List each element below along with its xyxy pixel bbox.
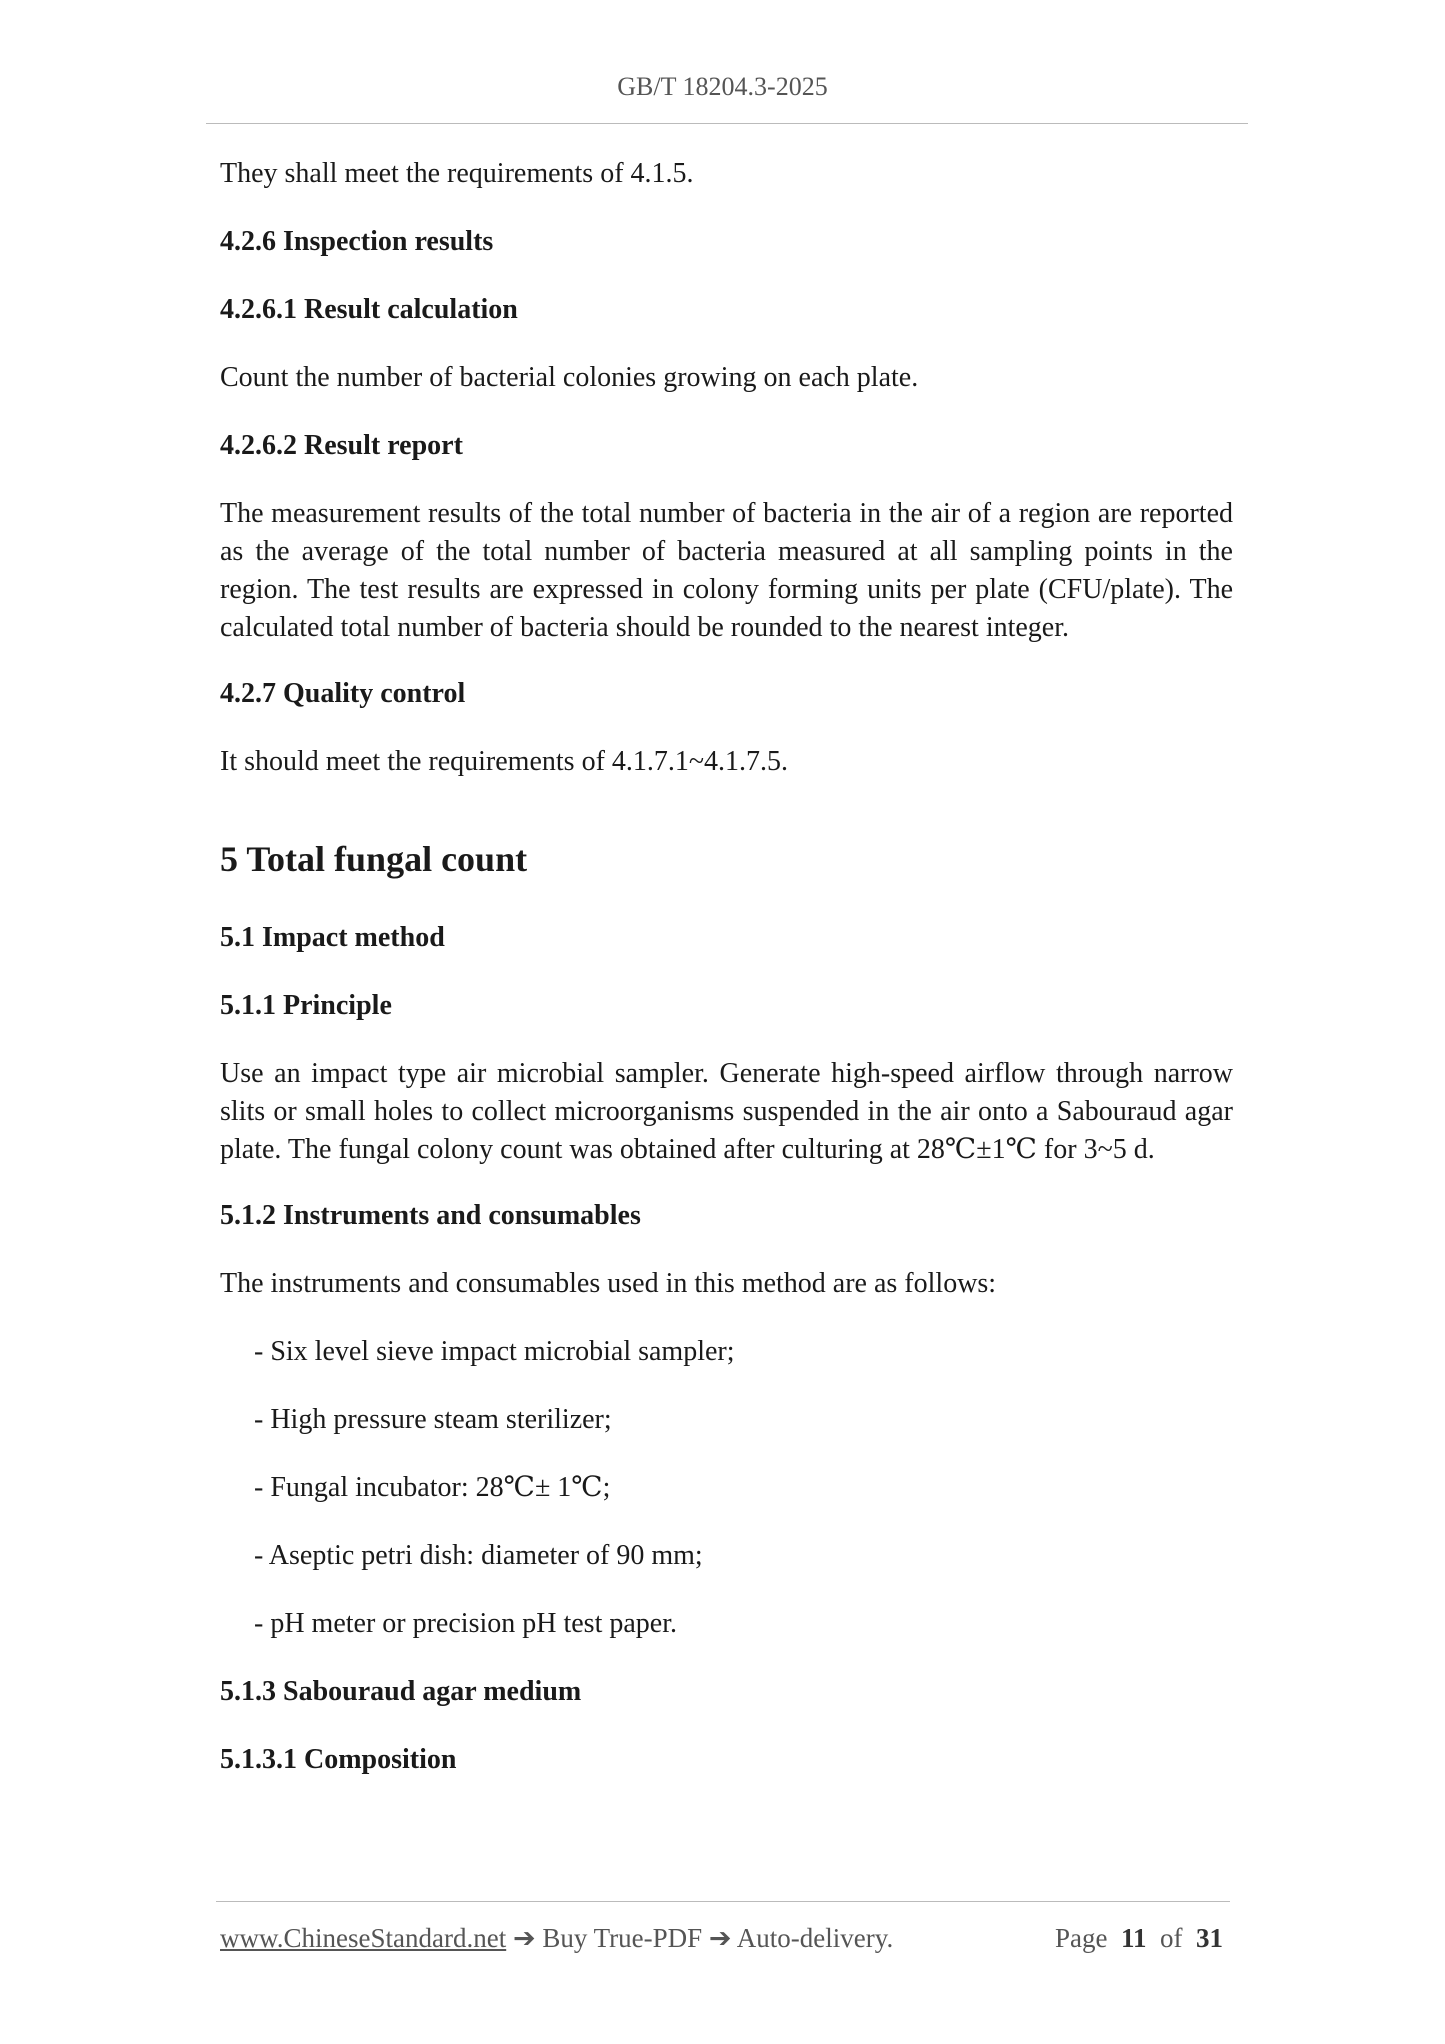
page-number bbox=[1055, 1923, 1223, 1954]
arrow-icon: ➔ bbox=[512, 1923, 536, 1953]
page-header: GB/T 18204.3-2025 bbox=[617, 72, 828, 101]
section-heading-5-1-2: 5.1.2 Instruments and consumables bbox=[220, 1200, 641, 1231]
section-heading-4-2-7: 4.2.7 Quality control bbox=[220, 678, 466, 709]
list-item: - Six level sieve impact microbial sampler; bbox=[254, 1336, 735, 1367]
list-item: - Fungal incubator: 28℃± 1℃; bbox=[254, 1472, 611, 1503]
delivery-text: Auto-delivery. bbox=[736, 1923, 894, 1953]
header-divider bbox=[206, 123, 1248, 124]
section-heading-5-1-3-1: 5.1.3.1 Composition bbox=[220, 1744, 457, 1775]
page-label: Page bbox=[1055, 1923, 1108, 1953]
list-item: - Aseptic petri dish: diameter of 90 mm; bbox=[254, 1540, 703, 1571]
paragraph: The instruments and consumables used in this method are as follows: bbox=[220, 1268, 997, 1299]
list-item: - High pressure steam sterilizer; bbox=[254, 1404, 612, 1435]
page-of-label: of bbox=[1160, 1923, 1183, 1953]
document-body bbox=[220, 155, 1233, 1779]
buy-text: Buy True-PDF bbox=[542, 1923, 703, 1953]
website-link[interactable]: www.ChineseStandard.net bbox=[220, 1923, 507, 1953]
section-heading-5-1-3: 5.1.3 Sabouraud agar medium bbox=[220, 1676, 582, 1707]
paragraph: Count the number of bacterial colonies growing on each plate. bbox=[220, 362, 919, 393]
section-heading-5-1-1: 5.1.1 Principle bbox=[220, 990, 392, 1021]
paragraph: They shall meet the requirements of 4.1.5. bbox=[220, 158, 694, 189]
paragraph: It should meet the requirements of 4.1.7.1~4.1.7.5. bbox=[220, 746, 789, 777]
footer-divider bbox=[216, 1901, 1230, 1902]
section-heading-4-2-6-1: 4.2.6.1 Result calculation bbox=[220, 294, 518, 325]
list-item: - pH meter or precision pH test paper. bbox=[254, 1608, 677, 1639]
paragraph: Use an impact type air microbial sampler. Generate high-speed airflow through narrow slits or small holes to collect microorganisms suspended in the air onto a Sabouraud agar plate. The fungal colony count was obtained after culturing at 28℃±1℃ for 3~5 d. bbox=[220, 1058, 1233, 1165]
paragraph: The measurement results of the total number of bacteria in the air of a region are reported as the average of the total number of bacteria measured at all sampling points in the region. The test results are expressed in colony forming units per plate (CFU/plate). The calculated total number of bacteria should be rounded to the nearest integer. bbox=[220, 498, 1233, 643]
footer-promo bbox=[220, 1923, 893, 1954]
section-heading-5-1: 5.1 Impact method bbox=[220, 922, 445, 953]
page-current: 11 bbox=[1120, 1923, 1147, 1953]
chapter-heading-5: 5 Total fungal count bbox=[220, 839, 528, 879]
page-total: 31 bbox=[1196, 1923, 1223, 1953]
section-heading-4-2-6-2: 4.2.6.2 Result report bbox=[220, 430, 463, 461]
arrow-icon: ➔ bbox=[708, 1923, 732, 1953]
section-heading-4-2-6: 4.2.6 Inspection results bbox=[220, 226, 494, 257]
